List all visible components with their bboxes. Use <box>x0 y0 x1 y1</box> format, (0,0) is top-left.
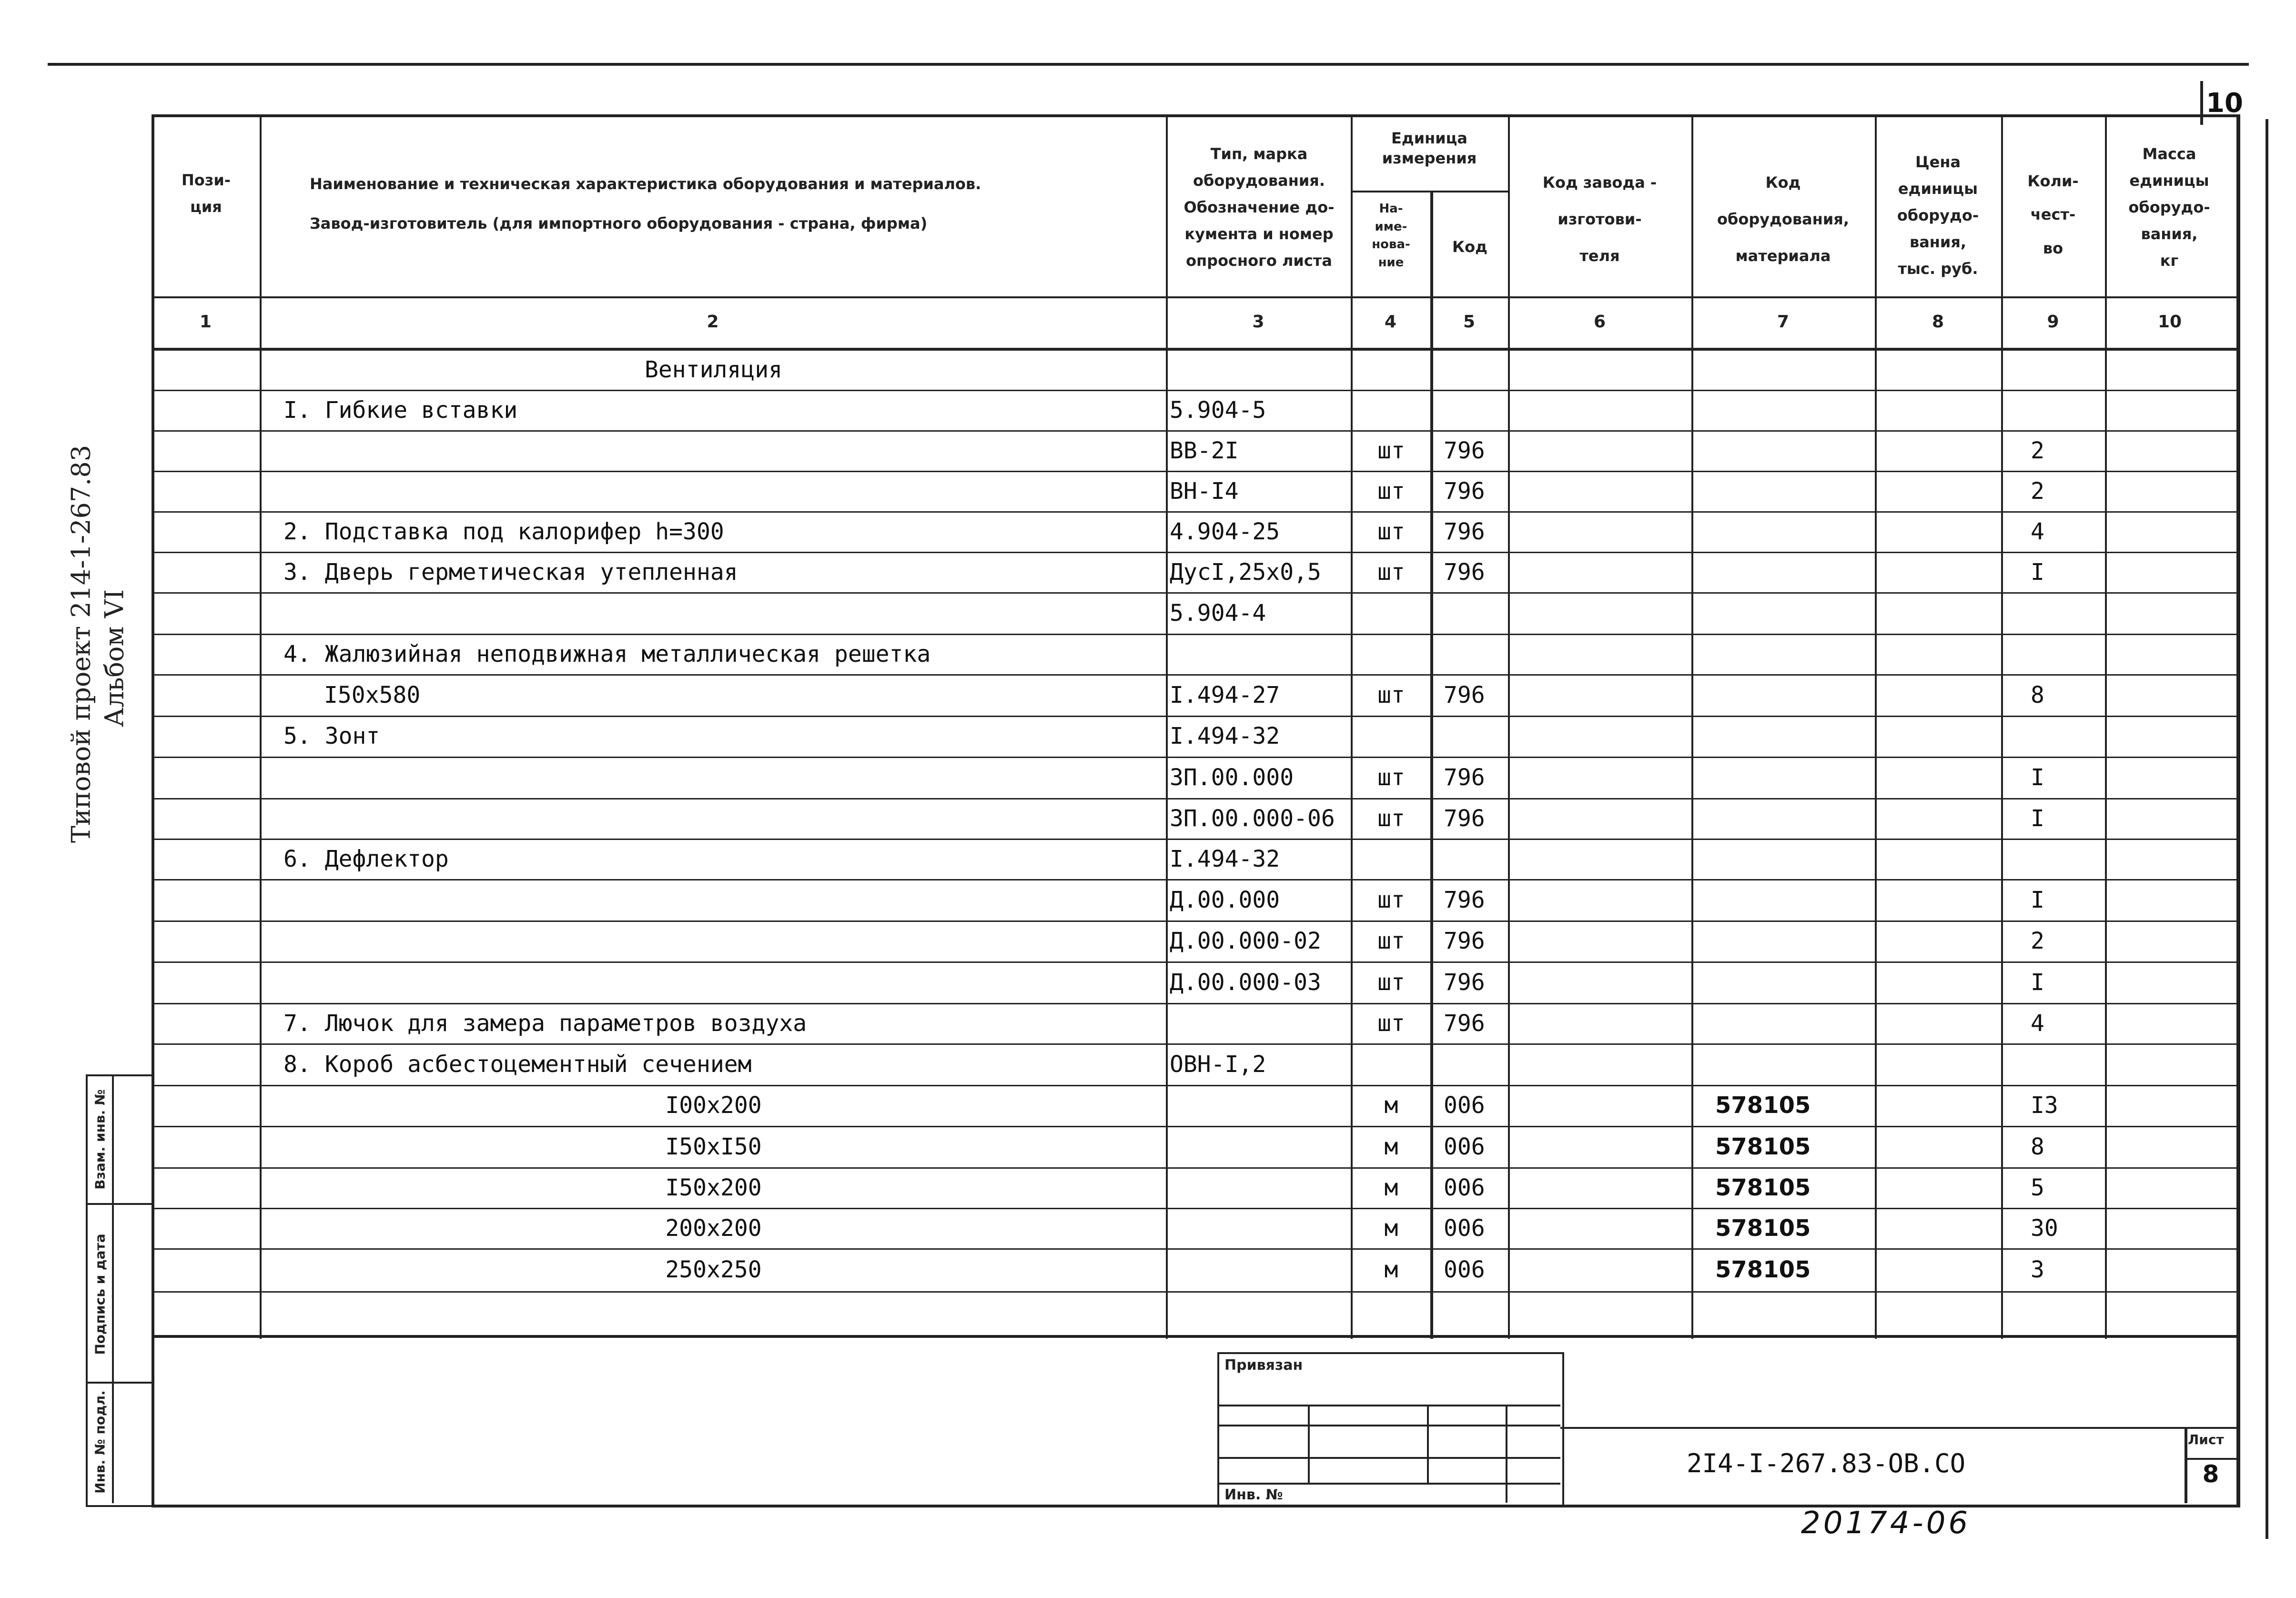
header-factory-code: Код завода - изготови- теля <box>1542 173 1657 265</box>
row-name: I. Гибкие вставки <box>283 396 518 424</box>
row-type-mark: 5.904-4 <box>1170 599 1266 627</box>
row-type-mark: ОВН-I,2 <box>1170 1051 1266 1078</box>
row-unit-name: шт <box>1377 1010 1405 1037</box>
row-unit-code: 006 <box>1444 1256 1485 1283</box>
header-mass: Масса единицы оборудо- вания, кг <box>2128 145 2210 270</box>
column-number: 8 <box>1932 312 1944 332</box>
row-unit-code: 796 <box>1444 886 1485 913</box>
header-position: Пози- ция <box>181 171 231 216</box>
row-unit-code: 796 <box>1444 1010 1485 1037</box>
row-type-mark: Д.00.000 <box>1170 886 1280 913</box>
row-type-mark: Д.00.000-03 <box>1170 969 1321 996</box>
sheet-number: 8 <box>2202 1460 2219 1488</box>
row-unit-code: 796 <box>1444 928 1485 954</box>
row-quantity: 2 <box>2031 477 2044 505</box>
row-name: 250х250 <box>665 1256 762 1283</box>
row-quantity: I <box>2031 764 2044 791</box>
row-unit-name: шт <box>1377 928 1405 954</box>
row-name: 4. Жалюзийная неподвижная металлическая решетка <box>283 640 931 668</box>
row-type-mark: ВВ-2I <box>1170 437 1239 464</box>
row-unit-name: шт <box>1377 764 1405 791</box>
header-unit-name: На- име- нова- ние <box>1372 202 1410 270</box>
row-unit-code: 796 <box>1444 477 1485 505</box>
row-unit-code: 796 <box>1444 764 1485 791</box>
header-price: Цена единицы оборудо- вания, тыс. руб. <box>1897 153 1979 278</box>
row-type-mark: I.494-32 <box>1170 845 1280 872</box>
row-quantity: I <box>2031 558 2044 586</box>
row-unit-code: 006 <box>1444 1133 1485 1160</box>
column-number: 9 <box>2047 312 2059 332</box>
column-number: 1 <box>199 312 212 332</box>
row-name: I50х200 <box>665 1174 762 1201</box>
side-album-label: Альбом VI <box>99 589 130 728</box>
inventory-label: Инв. № <box>1224 1487 1283 1503</box>
row-name: I50х580 <box>324 681 421 708</box>
column-number: 5 <box>1463 312 1476 332</box>
row-quantity: 8 <box>2031 1133 2044 1160</box>
row-unit-name: шт <box>1377 518 1405 545</box>
header-type: Тип, марка оборудования. Обозначение до- кумента и номер опросного листа <box>1183 145 1335 270</box>
row-material-code: 578105 <box>1715 1256 1811 1283</box>
row-name: 3. Дверь герметическая утепленная <box>283 558 738 586</box>
header-unit-code: Код <box>1452 238 1487 256</box>
row-name: 5. Зонт <box>283 723 380 749</box>
row-unit-code: 796 <box>1444 969 1485 996</box>
row-unit-code: 796 <box>1444 518 1485 545</box>
row-unit-name: шт <box>1377 886 1405 913</box>
row-quantity: 3 <box>2031 1256 2044 1283</box>
row-material-code: 578105 <box>1715 1214 1811 1242</box>
row-unit-code: 796 <box>1444 437 1485 464</box>
row-unit-code: 796 <box>1444 805 1485 832</box>
top-rule <box>48 63 2249 66</box>
row-quantity: 5 <box>2031 1174 2044 1201</box>
row-quantity: 2 <box>2031 437 2044 464</box>
row-type-mark: Д.00.000-02 <box>1170 928 1321 954</box>
document-number: 2I4-I-267.83-ОВ.СО <box>1687 1448 1966 1478</box>
row-name: 200х200 <box>665 1214 762 1242</box>
side-box-label: Подпись и дата <box>92 1234 108 1355</box>
column-number: 2 <box>707 312 719 332</box>
row-name: 8. Короб асбестоцементный сечением <box>283 1051 752 1078</box>
row-unit-name: шт <box>1377 969 1405 996</box>
row-unit-name: м <box>1384 1092 1398 1119</box>
row-quantity: 4 <box>2031 518 2044 545</box>
row-unit-name: шт <box>1377 558 1405 586</box>
column-number: 3 <box>1252 312 1264 332</box>
header-material-code: Код оборудования, материала <box>1717 173 1849 265</box>
row-unit-name: шт <box>1377 681 1405 708</box>
row-type-mark: ЗП.00.000-06 <box>1170 805 1335 832</box>
bound-label: Привязан <box>1224 1357 1303 1374</box>
row-name: 2. Подставка под калорифер h=300 <box>283 518 724 545</box>
row-unit-name: м <box>1384 1174 1398 1201</box>
row-unit-name: м <box>1384 1256 1398 1283</box>
row-quantity: 4 <box>2031 1010 2044 1037</box>
column-number: 4 <box>1384 312 1397 332</box>
row-material-code: 578105 <box>1715 1174 1811 1201</box>
row-type-mark: ВН-I4 <box>1170 477 1239 505</box>
row-type-mark: I.494-32 <box>1170 723 1280 749</box>
row-unit-code: 006 <box>1444 1174 1485 1201</box>
row-material-code: 578105 <box>1715 1092 1811 1119</box>
side-project-label: Типовой проект 214-1-267.83 <box>66 445 96 843</box>
row-type-mark: 5.904-5 <box>1170 396 1266 424</box>
row-unit-name: шт <box>1377 437 1405 464</box>
page-number: 10 <box>2200 81 2246 125</box>
row-unit-name: шт <box>1377 477 1405 505</box>
row-name: Вентиляция <box>645 356 782 383</box>
row-unit-name: м <box>1384 1133 1398 1160</box>
row-quantity: I <box>2031 805 2044 832</box>
sheet-label: Лист <box>2188 1432 2224 1447</box>
side-box-label: Взам. инв. № <box>92 1089 108 1190</box>
row-quantity: 8 <box>2031 681 2044 708</box>
column-number: 10 <box>2157 312 2182 332</box>
row-quantity: 2 <box>2031 928 2044 954</box>
row-unit-code: 796 <box>1444 558 1485 586</box>
row-name: 6. Дефлектор <box>283 845 449 872</box>
column-number: 7 <box>1777 312 1790 332</box>
header-unit: Единица измерения <box>1382 129 1477 167</box>
row-type-mark: ЗП.00.000 <box>1170 764 1294 791</box>
row-unit-name: шт <box>1377 805 1405 832</box>
row-unit-code: 796 <box>1444 681 1485 708</box>
header-quantity: Коли- чест- во <box>2027 172 2079 257</box>
row-name: I50хI50 <box>665 1133 762 1160</box>
row-quantity: I <box>2031 886 2044 913</box>
handwritten-number: 20174-06 <box>1801 1506 1971 1541</box>
row-unit-name: м <box>1384 1214 1398 1242</box>
row-name: I00х200 <box>665 1092 762 1119</box>
header-name: Наименование и техническая характеристика оборудования и материалов. Завод-изготовитель (для импортного оборудования - страна, фирма) <box>310 175 981 233</box>
row-type-mark: ДусI,25х0,5 <box>1170 558 1321 586</box>
row-quantity: 30 <box>2031 1214 2058 1242</box>
row-quantity: I3 <box>2031 1092 2058 1119</box>
row-name: 7. Лючок для замера параметров воздуха <box>283 1010 807 1037</box>
row-quantity: I <box>2031 969 2044 996</box>
column-number: 6 <box>1593 312 1606 332</box>
side-box-label: Инв. № подл. <box>92 1390 108 1494</box>
row-material-code: 578105 <box>1715 1133 1811 1160</box>
row-type-mark: I.494-27 <box>1170 681 1280 708</box>
row-unit-code: 006 <box>1444 1092 1485 1119</box>
row-type-mark: 4.904-25 <box>1170 518 1280 545</box>
row-unit-code: 006 <box>1444 1214 1485 1242</box>
